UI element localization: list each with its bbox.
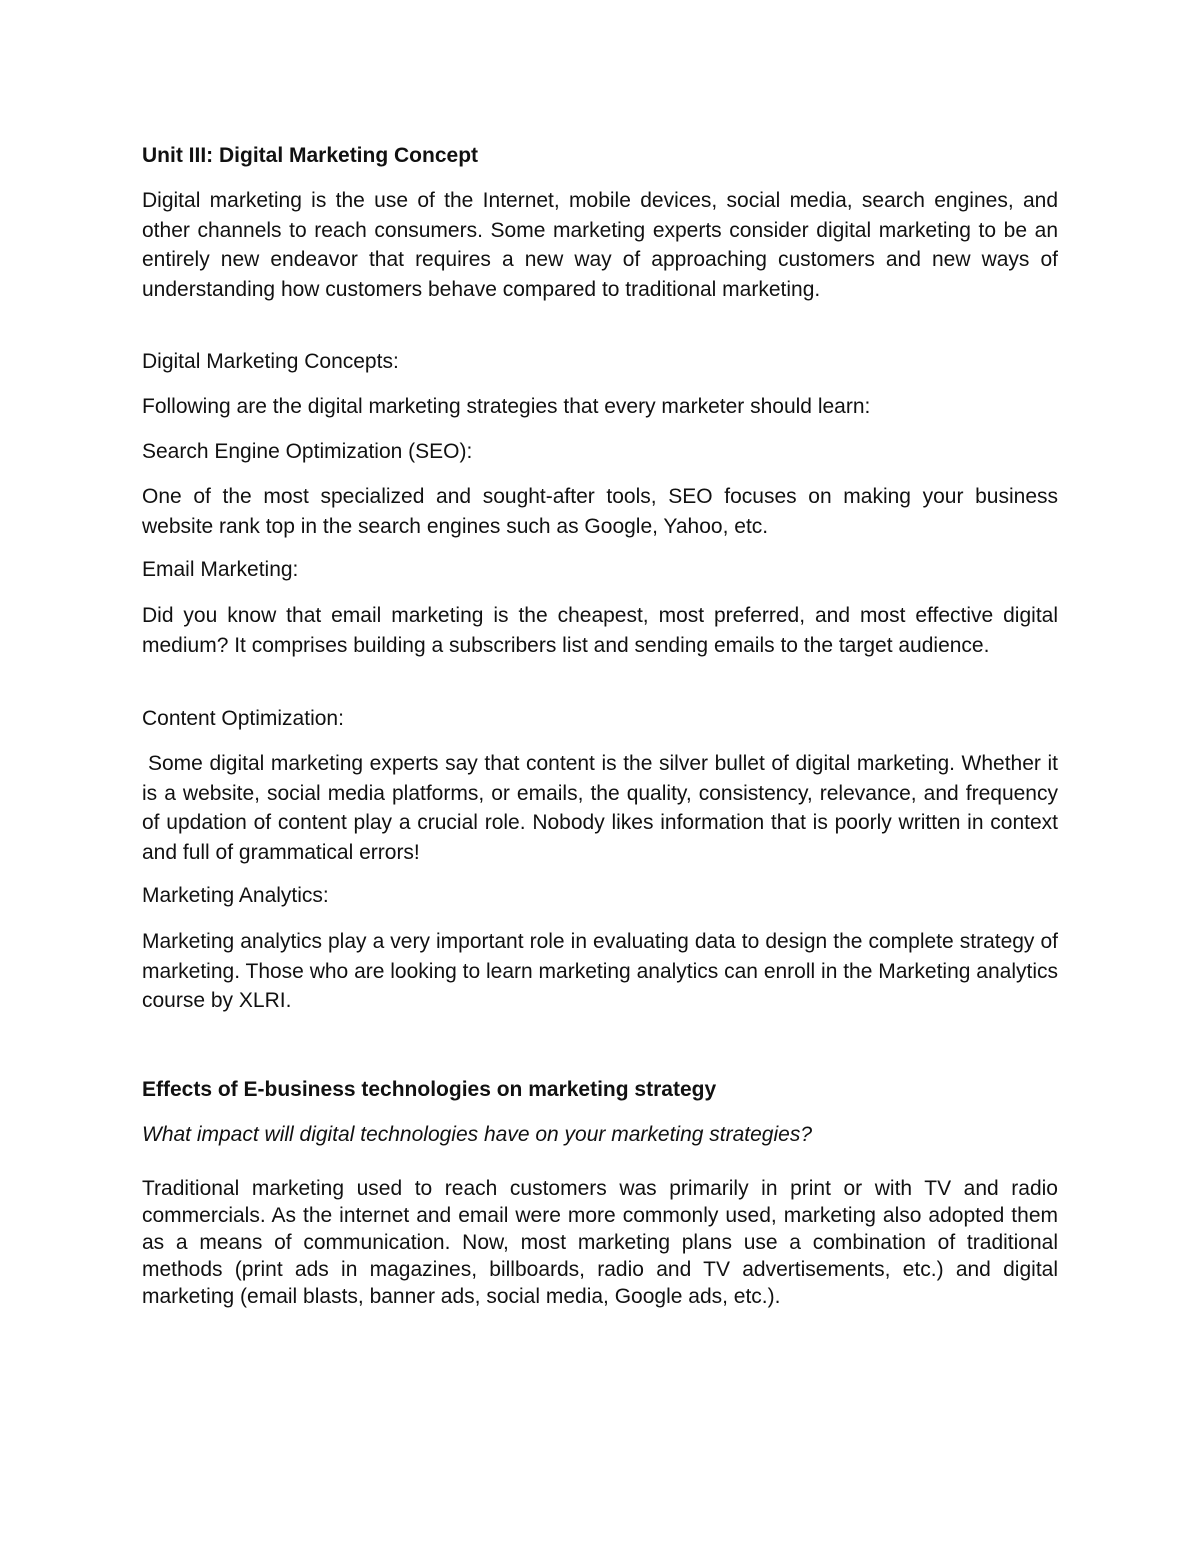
- concepts-label: Digital Marketing Concepts:: [142, 350, 399, 373]
- strategies-intro: Following are the digital marketing strategies that every marketer should learn:: [142, 395, 871, 418]
- content-heading: Content Optimization:: [142, 707, 344, 730]
- ebusiness-title: Effects of E-business technologies on marketing strategy: [142, 1078, 717, 1101]
- analytics-heading: Marketing Analytics:: [142, 884, 329, 907]
- seo-heading: Search Engine Optimization (SEO):: [142, 440, 473, 463]
- seo-paragraph: One of the most specialized and sought-after tools, SEO focuses on making your business website rank top in the search engines such as Google, Yahoo, etc.: [142, 485, 1058, 538]
- email-heading: Email Marketing:: [142, 558, 299, 581]
- intro-paragraph: Digital marketing is the use of the Internet, mobile devices, social media, search engines, and other channels to reach consumers. Some marketing experts consider digital marketing to be an entirely new endeavor that requires a new way of approaching customers and new ways of understanding how customers behave compared to traditional marketing.: [142, 189, 1058, 301]
- analytics-paragraph: Marketing analytics play a very important role in evaluating data to design the complete strategy of marketing. Those who are looking to learn marketing analytics can enroll in the Marketing analytics course by XLRI.: [142, 930, 1058, 1012]
- ebusiness-question: What impact will digital technologies have on your marketing strategies?: [142, 1123, 813, 1146]
- unit-title: Unit III: Digital Marketing Concept: [142, 144, 479, 167]
- ebusiness-paragraph: Traditional marketing used to reach customers was primarily in print or with TV and radio commercials. As the internet and email were more commonly used, marketing also adopted them as a means of communication. Now, most marketing plans use a combination of traditional methods (print ads in magazines, billboards, radio and TV advertisements, etc.) and digital marketing (email blasts, banner ads, social media, Google ads, etc.).: [142, 1177, 1058, 1308]
- content-paragraph: Some digital marketing experts say that content is the silver bullet of digital marketing. Whether it is a website, social media platforms, or emails, the quality, consistency, relevance, and frequency of updation of content play a crucial role. Nobody likes information that is poorly written in context and full of grammatical errors!: [142, 752, 1058, 864]
- email-paragraph: Did you know that email marketing is the cheapest, most preferred, and most effective digital medium? It comprises building a subscribers list and sending emails to the target audience.: [142, 604, 1058, 657]
